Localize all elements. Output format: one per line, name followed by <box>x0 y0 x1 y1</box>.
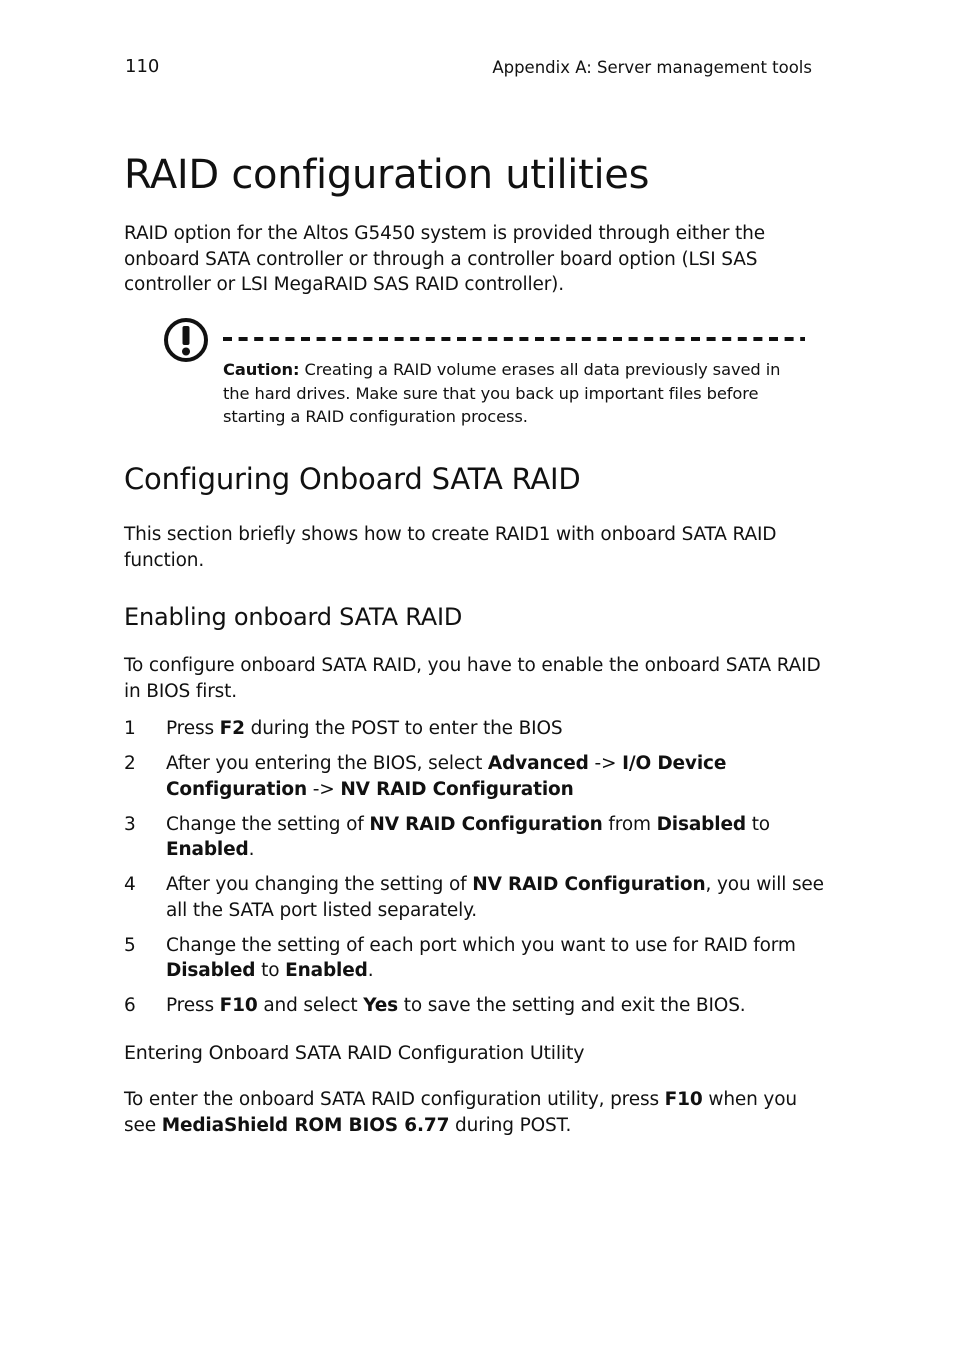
step-fragment: -> <box>306 778 341 800</box>
page-title: RAID configuration utilities <box>124 152 650 198</box>
section-heading: Configuring Onboard SATA RAID <box>124 462 581 496</box>
step-fragment: during the POST to enter the BIOS <box>244 718 563 739</box>
step-emphasis: Disabled <box>166 960 256 981</box>
step-emphasis: Advanced <box>487 753 589 774</box>
step-text <box>166 812 824 863</box>
caution-label: Caution: <box>223 360 300 379</box>
step-emphasis: F2 <box>219 718 245 739</box>
step-emphasis: NV RAID Configuration <box>472 874 706 895</box>
page-number: 110 <box>125 56 160 77</box>
step-emphasis: Disabled <box>656 813 746 835</box>
running-head: Appendix A: Server management tools <box>492 58 812 77</box>
step-number: 6 <box>124 995 136 1016</box>
step-fragment: Change the setting of <box>166 813 370 835</box>
step-text <box>166 872 824 923</box>
step-text <box>166 716 824 742</box>
step-emphasis: Yes <box>363 995 399 1016</box>
step-fragment: Press <box>166 995 220 1016</box>
step-text <box>166 993 824 1019</box>
step-fragment: After you changing the setting of <box>166 874 473 895</box>
utility-text: when you see <box>124 1089 797 1136</box>
step-emphasis: NV RAID Configuration <box>369 813 603 835</box>
caution-divider <box>223 336 805 342</box>
section-paragraph: This section briefly shows how to create RAID1 with onboard SATA RAID function. <box>124 524 777 571</box>
list-item <box>124 812 824 863</box>
caution-note <box>223 358 808 429</box>
list-item <box>124 872 824 923</box>
step-text <box>166 933 824 984</box>
step-fragment: and select <box>257 995 364 1016</box>
step-text <box>166 751 824 802</box>
step-emphasis: F10 <box>219 995 258 1016</box>
subsection-paragraph: To configure onboard SATA RAID, you have to enable the onboard SATA RAID in BIOS first. <box>124 655 821 702</box>
list-item <box>124 751 824 802</box>
step-fragment: to save the setting and exit the BIOS. <box>398 995 746 1016</box>
step-fragment: , you will see all the SATA port listed separately. <box>166 874 824 921</box>
step-fragment: Change the setting of each port which you want to use for RAID form <box>166 934 796 956</box>
step-number: 1 <box>124 718 136 739</box>
utility-text: To enter the onboard SATA RAID configuration utility, press <box>124 1089 665 1110</box>
step-emphasis: I/O Device Configuration <box>166 753 727 800</box>
step-emphasis: Enabled <box>166 839 249 860</box>
utility-heading: Entering Onboard SATA RAID Configuration Utility <box>124 1042 585 1064</box>
utility-paragraph <box>124 1087 824 1138</box>
list-item <box>124 716 824 742</box>
exclamation-circle-icon <box>162 316 210 364</box>
caution-body: Creating a RAID volume erases all data previously saved in the hard drives. Make sure that you back up important files before starting a RAID configuration process. <box>223 360 781 426</box>
utility-text: during POST. <box>449 1114 572 1136</box>
step-number: 5 <box>124 934 136 956</box>
step-number: 4 <box>124 874 136 895</box>
step-fragment: -> <box>588 753 623 774</box>
utility-bios-name: MediaShield ROM BIOS 6.77 <box>161 1114 450 1136</box>
utility-key: F10 <box>664 1089 703 1110</box>
step-number: 3 <box>124 813 136 835</box>
step-fragment: . <box>367 960 374 981</box>
step-emphasis: Enabled <box>285 960 368 981</box>
list-item <box>124 993 824 1019</box>
steps-list <box>124 716 824 1028</box>
step-fragment: from <box>602 813 657 835</box>
step-fragment: . <box>248 839 255 860</box>
list-item <box>124 933 824 984</box>
step-fragment: to <box>745 813 770 835</box>
step-emphasis: NV RAID Configuration <box>340 778 574 800</box>
intro-paragraph: RAID option for the Altos G5450 system is provided through either the onboard SATA controller or through a controller board option (LSI SAS controller or LSI MegaRAID SAS RAID controller). <box>124 223 765 295</box>
subsection-heading: Enabling onboard SATA RAID <box>124 603 463 631</box>
step-fragment: Press <box>166 718 220 739</box>
step-fragment: to <box>255 960 286 981</box>
step-fragment: After you entering the BIOS, select <box>166 753 488 774</box>
step-number: 2 <box>124 753 136 774</box>
